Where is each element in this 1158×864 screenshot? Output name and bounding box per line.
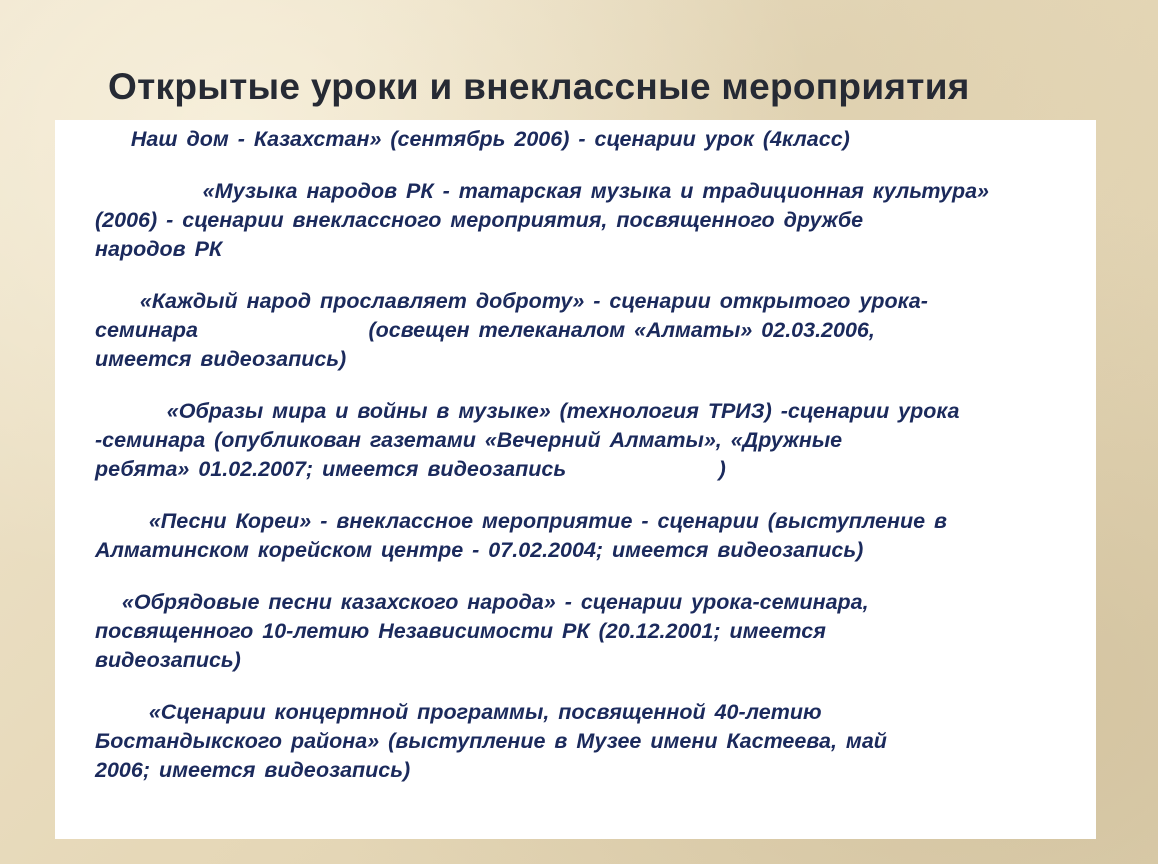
entry-kazhdyi-narod: «Каждый народ прославляет доброту» - сценарии открытого урока- семинара (освещен телеканалом «Алматы» 02.03.2006, имеется видеозапись) [95, 289, 928, 371]
entry-obrazy-mira: «Образы мира и войны в музыке» (технология ТРИЗ) -сценарии урока -семинара (опубликован газетами «Вечерний Алматы», «Дружные ребята» 01.02.2007; имеется видеозапись ) [95, 399, 960, 481]
entry-koncertnaya-programma: «Сценарии концертной программы, посвященной 40-летию Бостандыкского района» (выступление в Музее имени Кастеева, май 2006; имеется видеозапись) [95, 700, 887, 782]
entry-muzyka-narodov: «Музыка народов РК - татарская музыка и традиционная культура» (2006) - сценарии внеклассного мероприятия, посвященного дружбе народов РК [95, 179, 990, 261]
entries-list [95, 125, 1090, 785]
slide-title: Открытые уроки и внеклассные мероприятия [108, 66, 970, 107]
entry-pesni-korei: «Песни Кореи» - внеклассное мероприятие - сценарии (выступление в Алматинском корейском центре - 07.02.2004; имеется видеозапись) [95, 509, 948, 562]
entry-nash-dom: Наш дом - Казахстан» (сентябрь 2006) - сценарии урок (4класс) [95, 127, 850, 151]
entry-obryadovye-pesni: «Обрядовые песни казахского народа» - сценарии урока-семинара, посвященного 10-летию Независимости РК (20.12.2001; имеется видеозапись) [95, 590, 869, 672]
